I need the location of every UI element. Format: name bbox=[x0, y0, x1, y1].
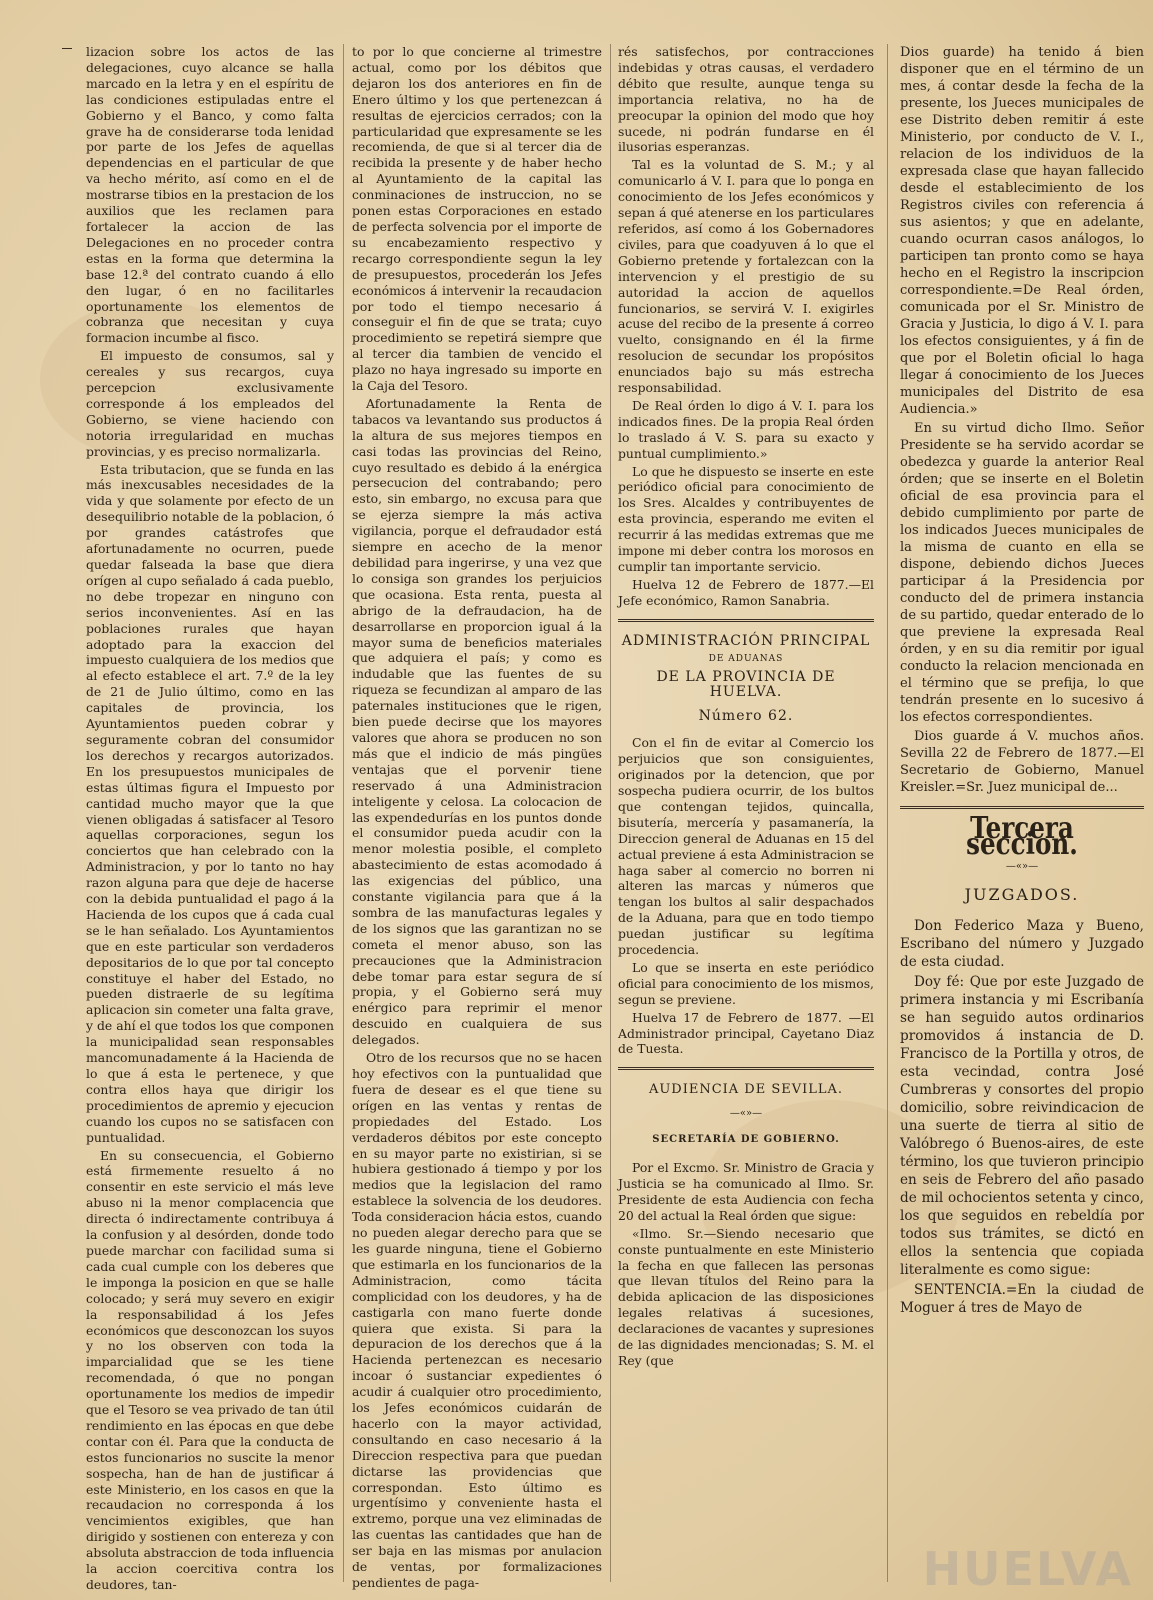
paragraph: El impuesto de consumos, sal y cereales y sus recargos, cuya percepcion exclusivamente corresponde á los empleados del Gobierno, se viene haciendo con notoria irregularidad en muchas provincias, y es preciso normalizarla. bbox=[86, 348, 334, 459]
paragraph: En su consecuencia, el Gobierno está firmemente resuelto á no consentir en este servicio el más leve abuso ni la menor complacencia que directa ó indirectamente contribuya á la confusion y al desórden, donde todo puede marchar con facilidad suma si cada cual cumple con los deberes que le imponga la posicion en que se halle colocado; y será muy severo en exigir la responsabilidad á los Jefes económicos que desconozcan los suyos y no los observen con toda la imparcialidad que se les tiene recomendada, ó que no pongan oportunamente los medios de impedir que el Tesoro se vea privado de tan útil rendimiento en las épocas en que debe contar con él. Para que la conducta de estos funcionarios no suscite la menor sospecha, han de han de justificar á este Ministerio, en los casos en que la recaudacion no corresponda á los vencimientos exigibles, que han dirigido y sostienen con entereza y con absoluta abstraccion de toda influencia la accion coercitiva contra los deudores, tan- bbox=[86, 1147, 334, 1592]
paragraph: De Real órden lo digo á V. I. para los indicados fines. De la propia Real órden lo traslado á V. S. para su exacto y puntual cumplimiento.» bbox=[618, 397, 874, 461]
section-divider bbox=[618, 619, 874, 622]
juzgados-heading: JUZGADOS. bbox=[964, 884, 1080, 904]
paragraph: «Ilmo. Sr.—Siendo necesario que conste puntualmente en este Ministerio la fecha en que fallecen las personas que llevan títulos del Reino para la debida aplicacion de las disposiciones legales relativas á sucesiones, declaraciones de vacantes y supresiones de las dignidades mencionadas; S. M. el Rey (que bbox=[618, 1225, 874, 1368]
column-2 bbox=[352, 44, 602, 1590]
column-1 bbox=[86, 44, 334, 1592]
column-rule bbox=[610, 44, 611, 1582]
section-divider bbox=[900, 806, 1144, 809]
audiencia-title: AUDIENCIA DE SEVILLA. bbox=[648, 1082, 844, 1098]
paragraph: SENTENCIA.=En la ciudad de Moguer á tres de Mayo de bbox=[900, 1281, 1144, 1316]
aduanas-title: ADMINISTRACIÓN PRINCIPAL bbox=[621, 632, 871, 649]
paragraph: Otro de los recursos que no se hacen hoy efectivos con la puntualidad que fuera de desear es el que tiene su orígen en las ventas y rentas de propiedades del Estado. Los verdaderos débitos por este concepto en su mayor parte no existirian, si se hubiera gestionado á tiempo y por los medios que la legislacion del ramo establece la solvencia de los deudores. Toda consideracion hácia estos, cuando no pueden alegar derecho para que se les guarde ninguna, tiene el Gobierno que estimarla en los funcionarios de la Administracion, como tácita complicidad con los deudores, y ha de castigarla con mano fuerte donde quiera que exista. Si para la depuracion de los derechos que á la Hacienda pertenezcan es necesario incoar ó sustanciar expedientes ó acudir á cualquier otro procedimiento, los Jefes económicos cuidarán de hacerlo con la mayor actividad, consultando en caso necesario á la Direccion respectiva para que puedan dictarse las providencias que correspondan. Esto último es urgentísimo y conveniente hasta el extremo, porque una vez eliminadas de las cuentas las cantidades que han de ser baja en las mismas por anulacion de ventas, por formalizaciones pendientes de paga- bbox=[352, 1050, 602, 1590]
paragraph: Doy fé: Que por este Juzgado de primera instancia y mi Escribanía se han seguido autos ordinarios promovidos á instancia de D. Francisco de la Portilla y otros, de esta vecindad, contra José Cumbreras y consortes del propio domicilio, sobre reivindicacion de una suerte de tierra al sitio de Valóbrego ó Buenos-aires, de este término, los que tuvieron principio en seis de Febrero del año pasado de mil ochocientos setenta y cinco, los que seguidos en rebeldía por todos sus trámites, se dictó en ellos la sentencia que copiada literalmente es como sigue: bbox=[900, 973, 1144, 1278]
column-4 bbox=[900, 44, 1144, 1582]
signature: Dios guarde á V. muchos años. Sevilla 22 de Febrero de 1877.—El Secretario de Gobierno, Manuel Kreisler.=Sr. Juez municipal de... bbox=[900, 729, 1144, 795]
aduanas-header bbox=[618, 634, 874, 702]
tercera-seccion-heading: Tercera seccion. bbox=[966, 811, 1078, 862]
column-3 bbox=[618, 44, 874, 1582]
paragraph: rés satisfechos, por contracciones indebidas y otras causas, el verdadero débito que resulte, aunque tenga su importancia relativa, no ha de preocupar la opinion del modo que hoy sucede, ni podrán fundarse en él ilusorias esperanzas. bbox=[618, 44, 874, 155]
watermark-logo: HUELVA bbox=[922, 1542, 1133, 1596]
paragraph: Por el Excmo. Sr. Ministro de Gracia y Justicia se ha comunicado al Ilmo. Sr. Presidente de esta Audiencia con fecha 20 del actual la Real órden que sigue: bbox=[618, 1160, 874, 1223]
paragraph: En su virtud dicho Ilmo. Señor Presidente se ha servido acordar se obedezca y guarde la anterior Real órden; que se inserte en el Boletin oficial de esa provincia para el debido cumplimiento por parte de los indicados Jueces municipales de la misma de cuanto en ella se dispone, debiendo dichos Jueces participar á la Presidencia por conducto del de primera instancia de su partido, quedar enterado de lo que previene la expresada Real órden, y en su dia remitir por igual conducto la relacion mencionada en el término que se prefija, lo que tendrán presente en lo sucesivo á los efectos correspondientes. bbox=[900, 421, 1144, 725]
column-rule bbox=[887, 44, 888, 1582]
signature: Huelva 17 de Febrero de 1877. —El Administrador principal, Cayetano Diaz de Tuesta. bbox=[618, 1009, 874, 1057]
numero-label: Número 62. bbox=[698, 708, 794, 725]
paragraph: Dios guarde) ha tenido á bien disponer que en el término de un mes, á contar desde la fecha de la presente, los Jueces municipales de ese Distrito deben remitir á este Ministerio, por conducto de V. I., relacion de los individuos de la expresada clase que hayan fallecido desde el establecimiento de los Registros civiles con referencia á sus asientos; y que en adelante, cuando ocurran casos análogos, lo participen tan pronto como se haya hecho en el Registro la inscripcion correspondiente.=De Real órden, comunicada por el Sr. Ministro de Gracia y Justicia, lo digo á V. I. para los efectos consiguientes, y á fin de que por el Boletin oficial lo haga llegar á conocimiento de los Jueces municipales del Distrito de esa Audiencia.» bbox=[900, 45, 1144, 417]
section-divider bbox=[618, 1067, 874, 1070]
aduanas-province: DE LA PROVINCIA DE HUELVA. bbox=[656, 668, 836, 701]
paragraph: Don Federico Maza y Bueno, Escribano del número y Juzgado de esta ciudad. bbox=[900, 917, 1144, 970]
signature: Huelva 12 de Febrero de 1877.—El Jefe económico, Ramon Sanabria. bbox=[618, 576, 874, 608]
ornament: —«»— bbox=[1005, 860, 1039, 872]
aduanas-subtitle: DE ADUANAS bbox=[708, 653, 784, 664]
secretaria-subtitle: SECRETARÍA DE GOBIERNO. bbox=[652, 1134, 840, 1146]
paragraph: Esta tributacion, que se funda en las más inexcusables necesidades de la vida y que solamente por efecto de un desequilibrio notable de la poblacion, ó por grandes catástrofes que afortunadamente no ocurren, puede quedar falseada la base que diera orígen al cupo señalado á cada pueblo, no debe tropezar en ninguno con serios inconvenientes. Así en las poblaciones rurales que hayan adoptado para la exaccion del impuesto cualquiera de los medios que al efecto establece el art. 7.º de la ley de 21 de Julio último, como en las capitales de provincia, los Ayuntamientos pueden cobrar y seguramente cobran del consumidor los derechos y recargos autorizados. En los presupuestos municipales de estas últimas figura el Impuesto por cantidad mucho mayor que la que vienen obligadas á satisfacer al Tesoro aquellas corporaciones, segun los conciertos que han celebrado con la Administracion, y por lo tanto no hay razon alguna para que deje de hacerse con la debida puntualidad el pago á la Hacienda de los cupos que á cada cual se le han señalado. Los Ayuntamientos que en este particular son verdaderos depositarios de lo que por tal concepto constituye el haber del Estado, no pueden distraerle de su legítima aplicacion sin cometer una falta grave, y de ahí el que todos los que componen la municipalidad sean responsables mancomunadamente á la Hacienda de lo que á esta le pertenece, y que contra ellos haya que dirigir los procedimientos de apremio y ejecucion cuando los cupos no se satisfacen con puntualidad. bbox=[86, 461, 334, 1145]
paragraph: Lo que se inserta en este periódico oficial para conocimiento de los mismos, segun se previene. bbox=[618, 959, 874, 1007]
ornament: —«»— bbox=[729, 1108, 763, 1120]
paragraph: Afortunadamente la Renta de tabacos va levantando sus productos á la altura de sus mejores tiempos en casi todas las provincias del Reino, cuyo resultado es debido á la enérgica persecucion del contrabando; pero esto, sin embargo, no excusa para que se ejerza siempre la más activa vigilancia, porque el defraudador está siempre en acecho de la menor debilidad para ingerirse, y una vez que lo consiga son grandes los perjuicios que ocasiona. Esta renta, puesta al abrigo de la defraudacion, ha de desarrollarse en proporcion igual á la mayor suma de beneficios materiales que adquiera el país; y como es indudable que las fuentes de su riqueza se fecundizan al amparo de las paternales instituciones que le rigen, bien puede decirse que los mayores valores que ahora se producen no son más que el indicio de más pingües ventajas que el porvenir tiene reservado á una Administracion inteligente y celosa. La colocacion de las expendedurías en los puntos donde el consumidor pueda acudir con la menor molestia posible, el completo abastecimiento de estas acomodado á las exigencias del público, una constante vigilancia para que á la sombra de las manufacturas legales y de los signos que las garantizan no se cometa el menor abuso, son las precauciones que la Administracion debe tomar para estar segura de sí propia, y el Gobierno será muy enérgico para reprimir el menor descuido en cualquiera de sus delegados. bbox=[352, 395, 602, 1048]
paragraph: Tal es la voluntad de S. M.; y al comunicarlo á V. I. para que lo ponga en conocimiento de los Jefes económicos y sepan á qué atenerse en los particulares referidos, así como á los Gobernadores civiles, para que coadyuven á lo que el Gobierno pretende y fortalezcan con la intervencion y el prestigio de su autoridad la accion de aquellos funcionarios, se servirá V. I. exigirles acuse del recibo de la presente á correo vuelto, consignando en él la firme resolucion de secundar los propósitos enunciados bajo su más estrecha responsabilidad. bbox=[618, 157, 874, 396]
paragraph: lizacion sobre los actos de las delegaciones, cuyo alcance se halla marcado en la letra y en el espíritu de las condiciones estipuladas entre el Gobierno y el Banco, y como falta grave ha de considerarse toda lenidad por parte de los Jefes de aquellas dependencias en el particular de que va hecho mérito, así como en el de mostrarse tibios en la prestacion de los auxilios que les reclamen para fortalecer la accion de las Delegaciones en no proceder contra estas en la forma que determina la base 12.ª del contrato cuando á ello den lugar, ó en no facilitarles oportunamente los elementos de cobranza que necesitan y cuya formacion incumbe al fisco. bbox=[86, 44, 334, 346]
paragraph: to por lo que concierne al trimestre actual, como por los débitos que dejaron los dos anteriores en fin de Enero último y los que pertenezcan á resultas de ejercicios cerrados; con la particularidad que expresamente se les recomienda, de que si al tercer dia de recibida la presente y de haber hecho al Ayuntamiento de la capital las conminaciones de instruccion, no se ponen estas Corporaciones en estado de perfecta solvencia por el importe de su encabezamiento respectivo y recargo correspondiente segun la ley de presupuestos, procederán los Jefes económicos á intervenir la recaudacion por todo el tiempo necesario á conseguir el fin de que se trata; cuyo procedimiento se repetirá siempre que al tercer dia tambien de vencido el plazo no haya ingresado su importe en la Caja del Tesoro. bbox=[352, 44, 602, 394]
margin-mark bbox=[62, 48, 72, 49]
column-rule bbox=[343, 44, 344, 1582]
paragraph: Con el fin de evitar al Comercio los perjuicios que son consiguientes, originados por la detencion, que por sospecha pudiera ocurrir, de los bultos que contengan tejidos, quincalla, bisutería, mercería y pasamanería, la Direccion general de Aduanas en 15 del actual previene á esta Administracion se haga saber al comercio no borren ni alteren las marcas y números que tengan los bultos al salir despachados de la Aduana, para que en todo tiempo puedan justificar su legítima procedencia. bbox=[618, 735, 874, 958]
paragraph: Lo que he dispuesto se inserte en este periódico oficial para conocimiento de los Sres. Alcaldes y contribuyentes de esta provincia, esperando me eviten el recurrir á las medidas extremas que me impone mi deber contra los morosos en cumplir tan importante servicio. bbox=[618, 463, 874, 574]
